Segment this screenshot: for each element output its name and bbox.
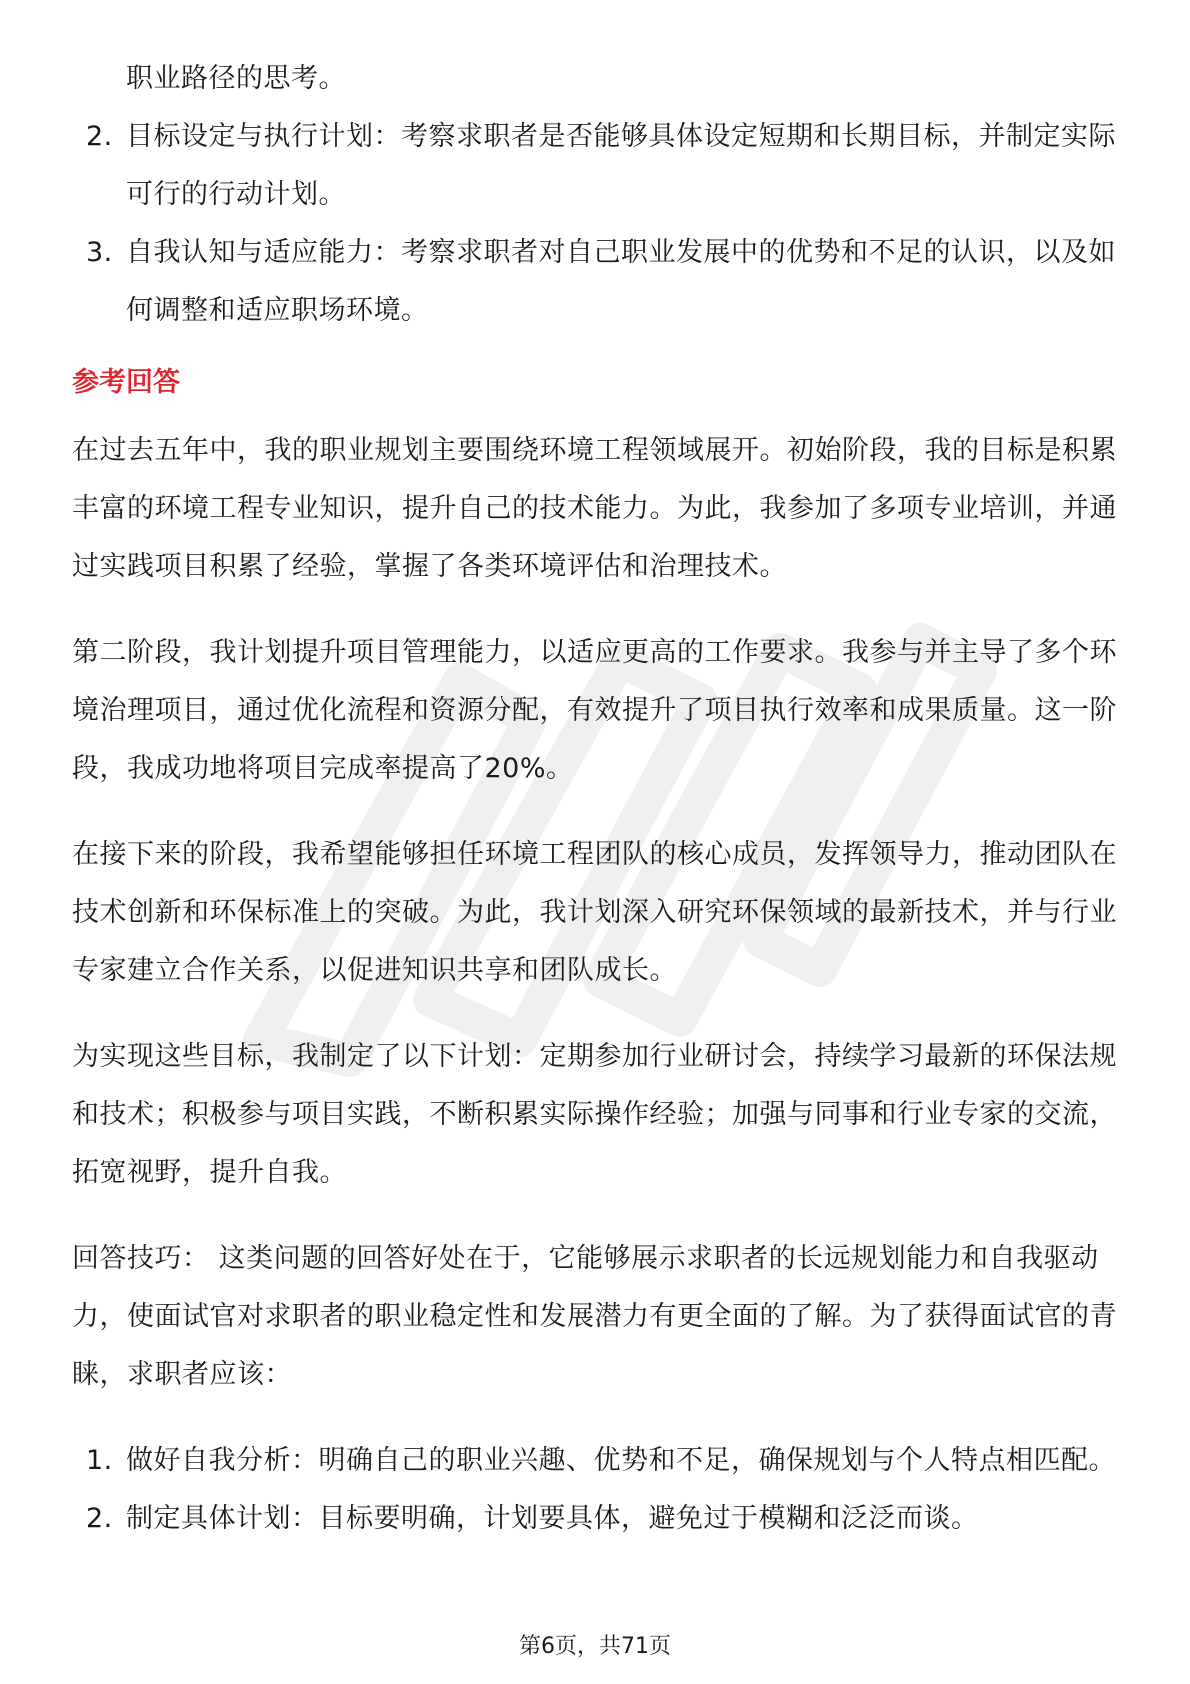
tips-list (72, 1432, 1132, 1548)
list-number: 1. (86, 1445, 113, 1476)
list-item-text: 目标设定与执行计划：考察求职者是否能够具体设定短期和长期目标，并制定实际可行的行动计划。 (126, 121, 1116, 210)
paragraph: 在接下来的阶段，我希望能够担任环境工程团队的核心成员，发挥领导力，推动团队在技术创新和环保标准上的突破。为此，我计划深入研究环保领域的最新技术，并与行业专家建立合作关系，以促进知识共享和团队成长。 (72, 839, 1117, 986)
list-number: 2. (86, 121, 113, 152)
page-footer: 第6页，共71页 (519, 1634, 671, 1659)
criteria-list (72, 108, 1132, 340)
list-number: 3. (86, 237, 113, 268)
list-item (72, 1490, 1132, 1548)
content-area (72, 50, 1132, 1548)
list-number: 2. (86, 1503, 113, 1534)
list-item (72, 108, 1132, 224)
list-item (72, 1432, 1132, 1490)
list-item-text: 制定具体计划：目标要明确，计划要具体，避免过于模糊和泛泛而谈。 (126, 1503, 979, 1534)
paragraph: 回答技巧： 这类问题的回答好处在于，它能够展示求职者的长远规划能力和自我驱动力，使面试官对求职者的职业稳定性和发展潜力有更全面的了解。为了获得面试官的青睐，求职者应该： (72, 1243, 1117, 1390)
list-item-continuation: 职业路径的思考。 (126, 63, 346, 94)
paragraph: 为实现这些目标，我制定了以下计划：定期参加行业研讨会，持续学习最新的环保法规和技术；积极参与项目实践，不断积累实际操作经验；加强与同事和行业专家的交流，拓宽视野，提升自我。 (72, 1041, 1117, 1188)
paragraph: 第二阶段，我计划提升项目管理能力，以适应更高的工作要求。我参与并主导了多个环境治理项目，通过优化流程和资源分配，有效提升了项目执行效率和成果质量。这一阶段，我成功地将项目完成率提高了20%。 (72, 637, 1117, 784)
paragraph: 在过去五年中，我的职业规划主要围绕环境工程领域展开。初始阶段，我的目标是积累丰富的环境工程专业知识，提升自己的技术能力。为此，我参加了多项专业培训，并通过实践项目积累了经验，掌握了各类环境评估和治理技术。 (72, 435, 1117, 582)
list-item-text: 做好自我分析：明确自己的职业兴趣、优势和不足，确保规划与个人特点相匹配。 (126, 1445, 1116, 1476)
list-item (72, 224, 1132, 340)
section-heading: 参考回答 (72, 367, 180, 398)
list-item-text: 自我认知与适应能力：考察求职者对自己职业发展中的优势和不足的认识，以及如何调整和适应职场环境。 (126, 237, 1116, 326)
